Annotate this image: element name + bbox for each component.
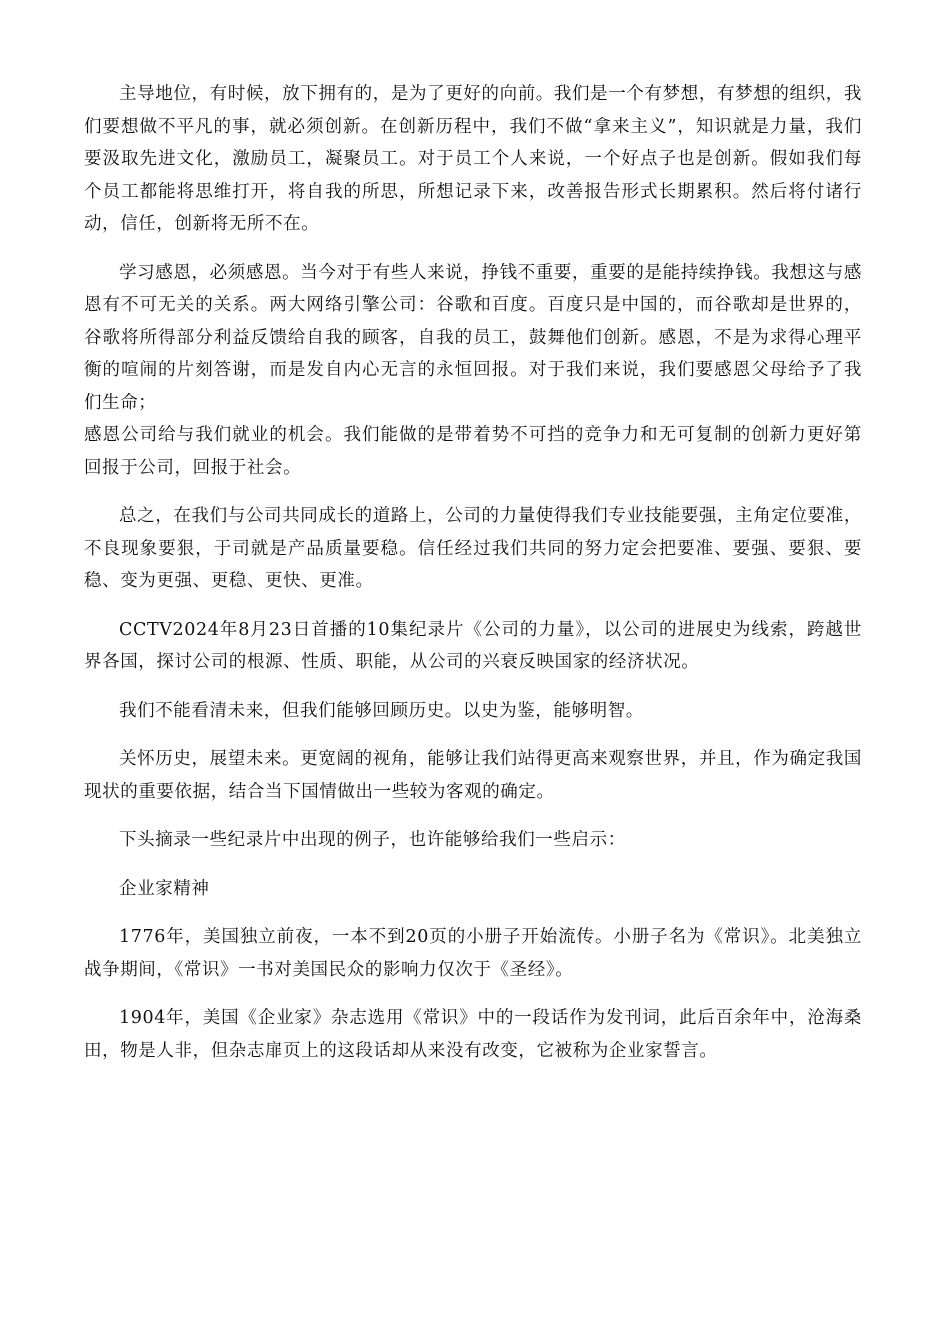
paragraph-innovation: 主导地位，有时候，放下拥有的，是为了更好的向前。我们是一个有梦想，有梦想的组织，我们要想做不平凡的事，就必须创新。在创新历程中，我们不做“拿来主义”，知识就是力量，我们要汲取先进文化，激励员工，凝聚员工。对于员工个人来说，一个好点子也是创新。假如我们每个员工都能将思维打开，将自我的所思，所想记录下来，改善报告形式长期累积。然后将付诸行动，信任，创新将无所不在。: [84, 84, 862, 234]
paragraph-perspective: 关怀历史，展望未来。更宽阔的视角，能够让我们站得更高来观察世界，并且，作为确定我国现状的重要依据，结合当下国情做出一些较为客观的确定。: [84, 749, 862, 802]
section-heading-entrepreneurship: 企业家精神: [119, 878, 210, 899]
paragraph-gratitude: 学习感恩，必须感恩。当今对于有些人来说，挣钱不重要，重要的是能持续挣钱。我想这与感恩有不可无关的关系。两大网络引擎公司：谷歌和百度。百度只是中国的，而谷歌却是世界的，谷歌将所得部分利益反馈给自我的顾客，自我的员工，鼓舞他们创新。感恩，不是为求得心理平衡的喧闹的片刻答谢，而是发自内心无言的永恒回报。对于我们来说，我们要感恩父母给予了我们生命；: [84, 262, 862, 413]
paragraph-common-sense-1776: 1776年，美国独立前夜，一本不到20页的小册子开始流传。小册子名为《常识》。北美独立战争期间，《常识》一书对美国民众的影响力仅次于《圣经》。: [84, 927, 862, 980]
document-body: [84, 78, 862, 1083]
paragraph-summary: 总之，在我们与公司共同成长的道路上，公司的力量使得我们专业技能要强，主角定位要准，不良现象要狠，于司就是产品质量要稳。信任经过我们共同的努力定会把要准、要强、要狠、要稳、变为更强、更稳、更快、更准。: [84, 506, 862, 591]
paragraph-cctv-documentary: CCTV2024年8月23日首播的10集纪录片《公司的力量》，以公司的进展史为线索，跨越世界各国，探讨公司的根源、性质、职能，从公司的兴衰反映国家的经济状况。: [84, 619, 862, 672]
paragraph-gratitude-continued: 感恩公司给与我们就业的机会。我们能做的是带着势不可挡的竞争力和无可复制的创新力更好第回报于公司，回报于社会。: [84, 425, 862, 478]
paragraph-entrepreneur-magazine-1904: 1904年，美国《企业家》杂志选用《常识》中的一段话作为发刊词，此后百余年中，沧海桑田，物是人非，但杂志扉页上的这段话却从来没有改变，它被称为企业家誓言。: [84, 1008, 862, 1061]
paragraph-excerpt-intro: 下头摘录一些纪录片中出现的例子，也许能够给我们一些启示：: [119, 830, 626, 850]
paragraph-history: 我们不能看清未来，但我们能够回顾历史。以史为鉴，能够明智。: [119, 700, 644, 721]
